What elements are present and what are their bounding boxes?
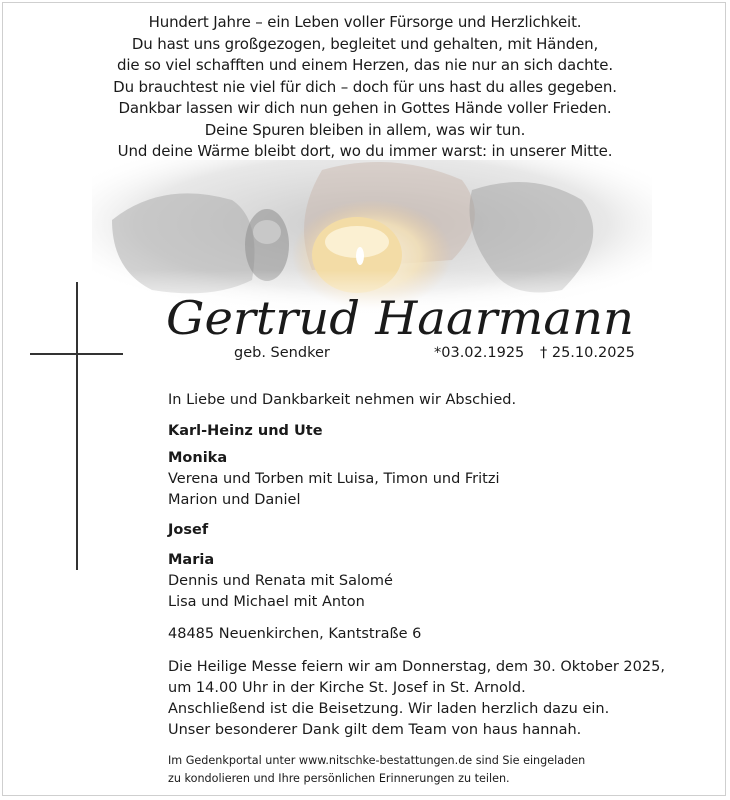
deceased-name: Gertrud Haarmann (166, 291, 634, 345)
family-line: Lisa und Michael mit Anton (168, 594, 365, 610)
address: 48485 Neuenkirchen, Kantstraße 6 (168, 626, 422, 642)
service-line: Anschließend ist die Beisetzung. Wir laden herzlich dazu ein. (168, 701, 610, 717)
service-info (168, 657, 665, 741)
birth-name: geb. Sendker (234, 345, 330, 361)
poem-line: Du hast uns großgezogen, begleitet und gehalten, mit Händen, (131, 34, 599, 53)
farewell-text: In Liebe und Dankbarkeit nehmen wir Abschied. (168, 392, 517, 408)
poem-line: die so viel schafften und einem Herzen, das nie nur an sich dachte. (117, 56, 613, 74)
service-line: um 14.00 Uhr in der Kirche St. Josef in St. Arnold. (168, 680, 526, 696)
family-line: Dennis und Renata mit Salomé (168, 573, 393, 589)
portal-info (168, 752, 585, 787)
cross-horizontal-bar (30, 353, 123, 355)
family-group-4-head: Maria (168, 552, 215, 568)
family-group-3-head: Josef (168, 522, 209, 538)
service-line: Unser besonderer Dank gilt dem Team von haus hannah. (168, 722, 582, 738)
family-group-2 (168, 448, 499, 511)
poem-line: Dankbar lassen wir dich nun gehen in Gottes Hände voller Frieden. (118, 99, 612, 117)
poem-line: Deine Spuren bleiben in allem, was wir tun. (204, 120, 526, 139)
family-group-2-head: Monika (168, 450, 228, 466)
poem-line: Hundert Jahre – ein Leben voller Fürsorge und Herzlichkeit. (148, 13, 582, 31)
poem-line: Und deine Wärme bleibt dort, wo du immer warst: in unserer Mitte. (117, 142, 613, 160)
portal-line: zu kondolieren und Ihre persönlichen Erinnerungen zu teilen. (168, 771, 510, 785)
cross-vertical-bar (76, 282, 78, 570)
family-group-1-head: Karl-Heinz und Ute (168, 423, 323, 439)
family-line: Verena und Torben mit Luisa, Timon und Fritzi (168, 471, 500, 487)
portal-line: Im Gedenkportal unter www.nitschke-bestattungen.de sind Sie eingeladen (168, 754, 586, 767)
service-line: Die Heilige Messe feiern wir am Donnerstag, dem 30. Oktober 2025, (168, 659, 665, 675)
poem-line: Du brauchtest nie viel für dich – doch für uns hast du alles gegeben. (113, 77, 617, 96)
family-group-4 (168, 550, 393, 613)
poem (0, 12, 730, 163)
family-line: Marion und Daniel (168, 492, 301, 508)
death-date: † 25.10.2025 (540, 345, 635, 361)
birth-date: *03.02.1925 (434, 345, 525, 361)
